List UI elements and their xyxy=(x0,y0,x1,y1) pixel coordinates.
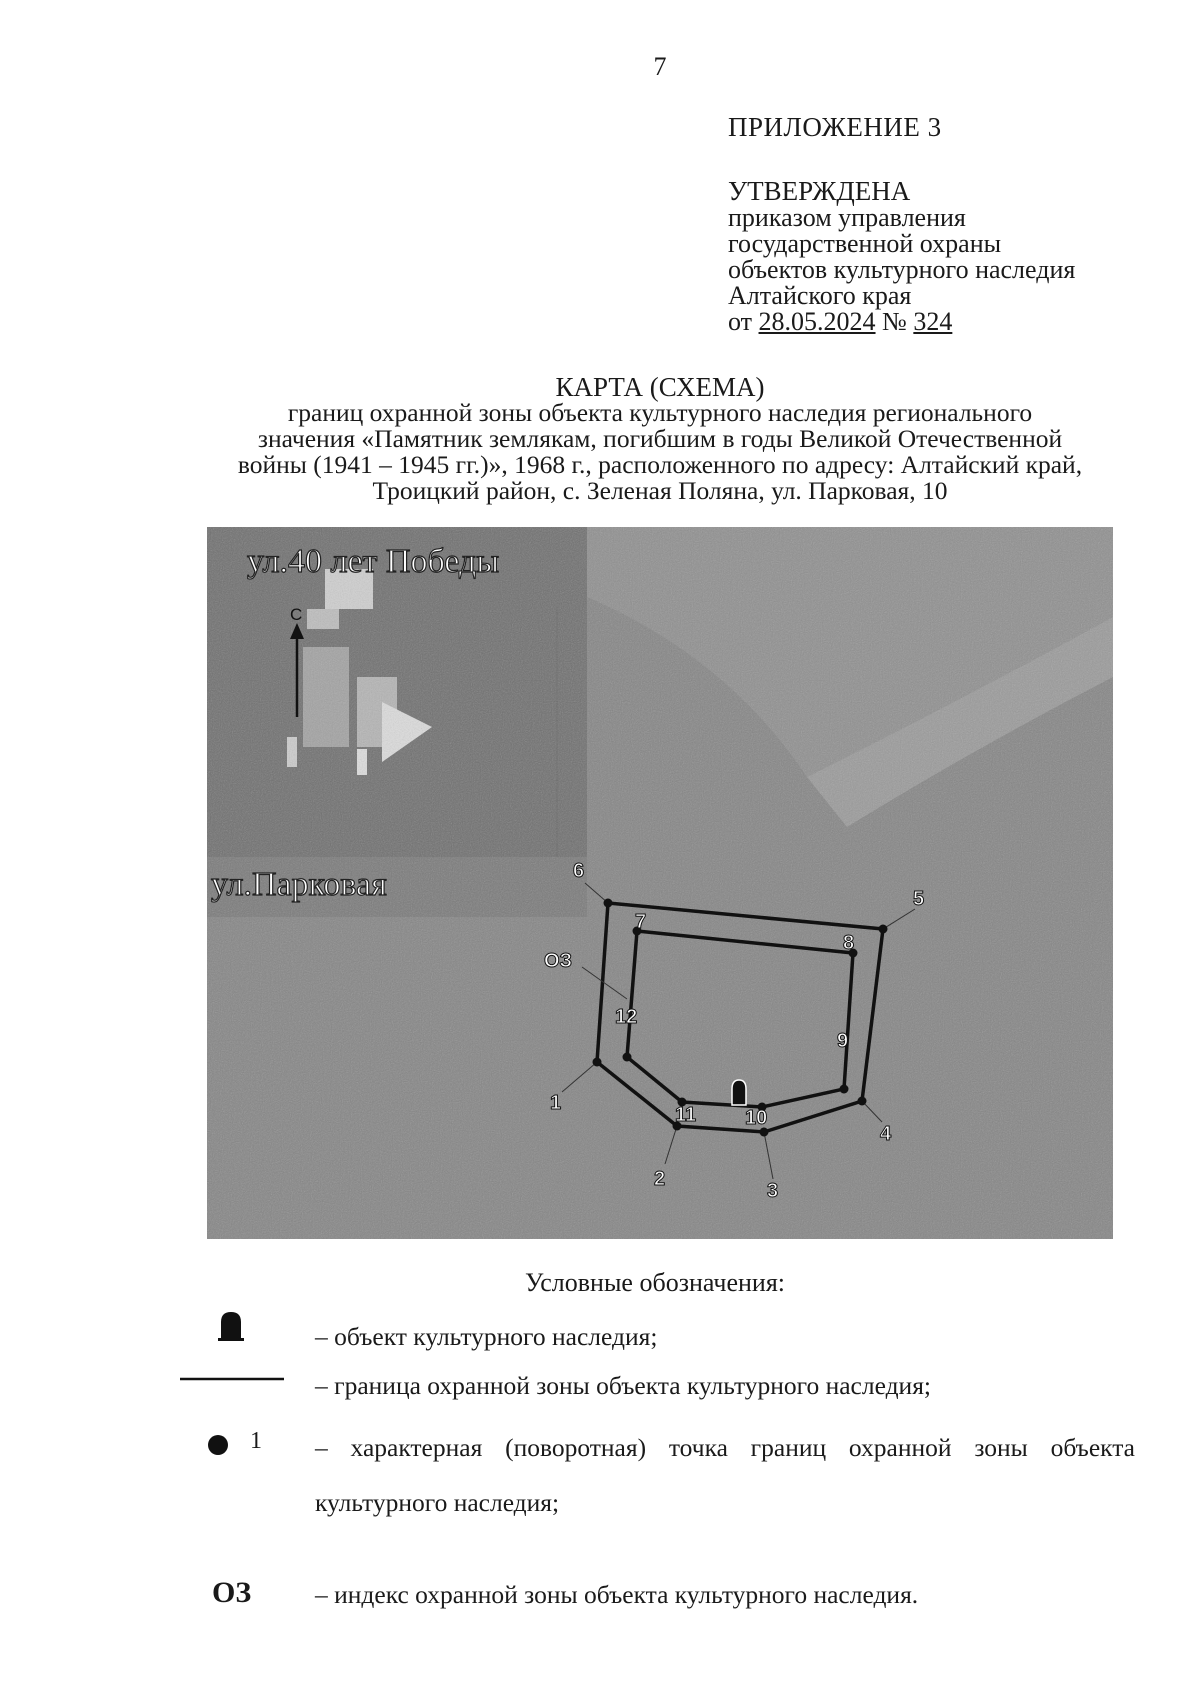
legend-item: – граница охранной зоны объекта культурного наследия; xyxy=(315,1371,932,1400)
map-heading xyxy=(170,374,1150,504)
page-number: 7 xyxy=(653,52,667,81)
legend-title: Условные обозначения: xyxy=(524,1268,786,1297)
map-svg xyxy=(207,527,1113,1239)
point-label-5: 5 xyxy=(913,888,925,910)
street-label: ул.40 лет Победы xyxy=(247,543,500,580)
turning-point-legend-icon xyxy=(207,1434,229,1456)
map-heading-line: границ охранной зоны объекта культурного наследия регионального xyxy=(287,398,1033,427)
zone-index-legend-symbol: ОЗ xyxy=(212,1576,252,1609)
approval-line: Алтайского края xyxy=(728,281,912,310)
turning-point-9 xyxy=(840,1085,849,1094)
turning-point-4 xyxy=(858,1097,867,1106)
point-label-2: 2 xyxy=(654,1168,666,1190)
turning-point-1 xyxy=(593,1058,602,1067)
approval-heading: УТВЕРЖДЕНА xyxy=(728,176,911,206)
point-label-7: 7 xyxy=(635,911,647,933)
appendix-title: ПРИЛОЖЕНИЕ 3 xyxy=(728,112,942,142)
point-label-4: 4 xyxy=(880,1123,892,1145)
street-label: ул.Парковая xyxy=(211,866,387,903)
point-label-10: 10 xyxy=(745,1107,768,1129)
legend-item: – объект культурного наследия; xyxy=(315,1322,658,1351)
map-heading-line: Троицкий район, с. Зеленая Поляна, ул. Парковая, 10 xyxy=(372,476,948,505)
legend-item: – индекс охранной зоны объекта культурного наследия. xyxy=(315,1580,919,1609)
point-label-11: 11 xyxy=(675,1104,697,1126)
monument-legend-icon xyxy=(218,1310,244,1342)
date-prefix: от xyxy=(728,307,759,336)
point-label-9: 9 xyxy=(837,1030,849,1052)
north-label: С xyxy=(290,605,303,624)
point-label-12: 12 xyxy=(615,1006,638,1028)
approval-line: государственной охраны xyxy=(728,229,1002,258)
monument-icon xyxy=(732,1080,746,1105)
map-scheme xyxy=(207,527,1113,1239)
turning-point-6 xyxy=(604,899,613,908)
approval-line: приказом управления xyxy=(728,203,966,232)
point-label-1: 1 xyxy=(550,1092,562,1114)
turning-point-legend-label: 1 xyxy=(250,1428,262,1454)
approval-number: 324 xyxy=(913,307,953,336)
boundary-line-legend-icon xyxy=(180,1377,284,1381)
number-prefix: № xyxy=(875,307,914,336)
zone-index-label: ОЗ xyxy=(544,950,573,972)
approval-date: 28.05.2024 xyxy=(758,307,876,336)
approval-block xyxy=(728,178,1075,335)
legend-item: – характерная (поворотная) точка границ охранной зоны объекта культурного наследия; xyxy=(315,1433,1135,1517)
point-label-6: 6 xyxy=(573,860,585,882)
approval-date-line xyxy=(728,309,1075,335)
map-heading-line: войны (1941 – 1945 гг.)», 1968 г., расположенного по адресу: Алтайский край, xyxy=(237,450,1083,479)
map-title: КАРТА (СХЕМА) xyxy=(555,372,765,402)
turning-point-5 xyxy=(879,925,888,934)
map-heading-line: значения «Памятник землякам, погибшим в годы Великой Отечественной xyxy=(257,424,1063,453)
point-label-3: 3 xyxy=(767,1180,779,1202)
turning-point-12 xyxy=(623,1053,632,1062)
approval-line: объектов культурного наследия xyxy=(728,255,1076,284)
point-label-8: 8 xyxy=(843,932,855,954)
